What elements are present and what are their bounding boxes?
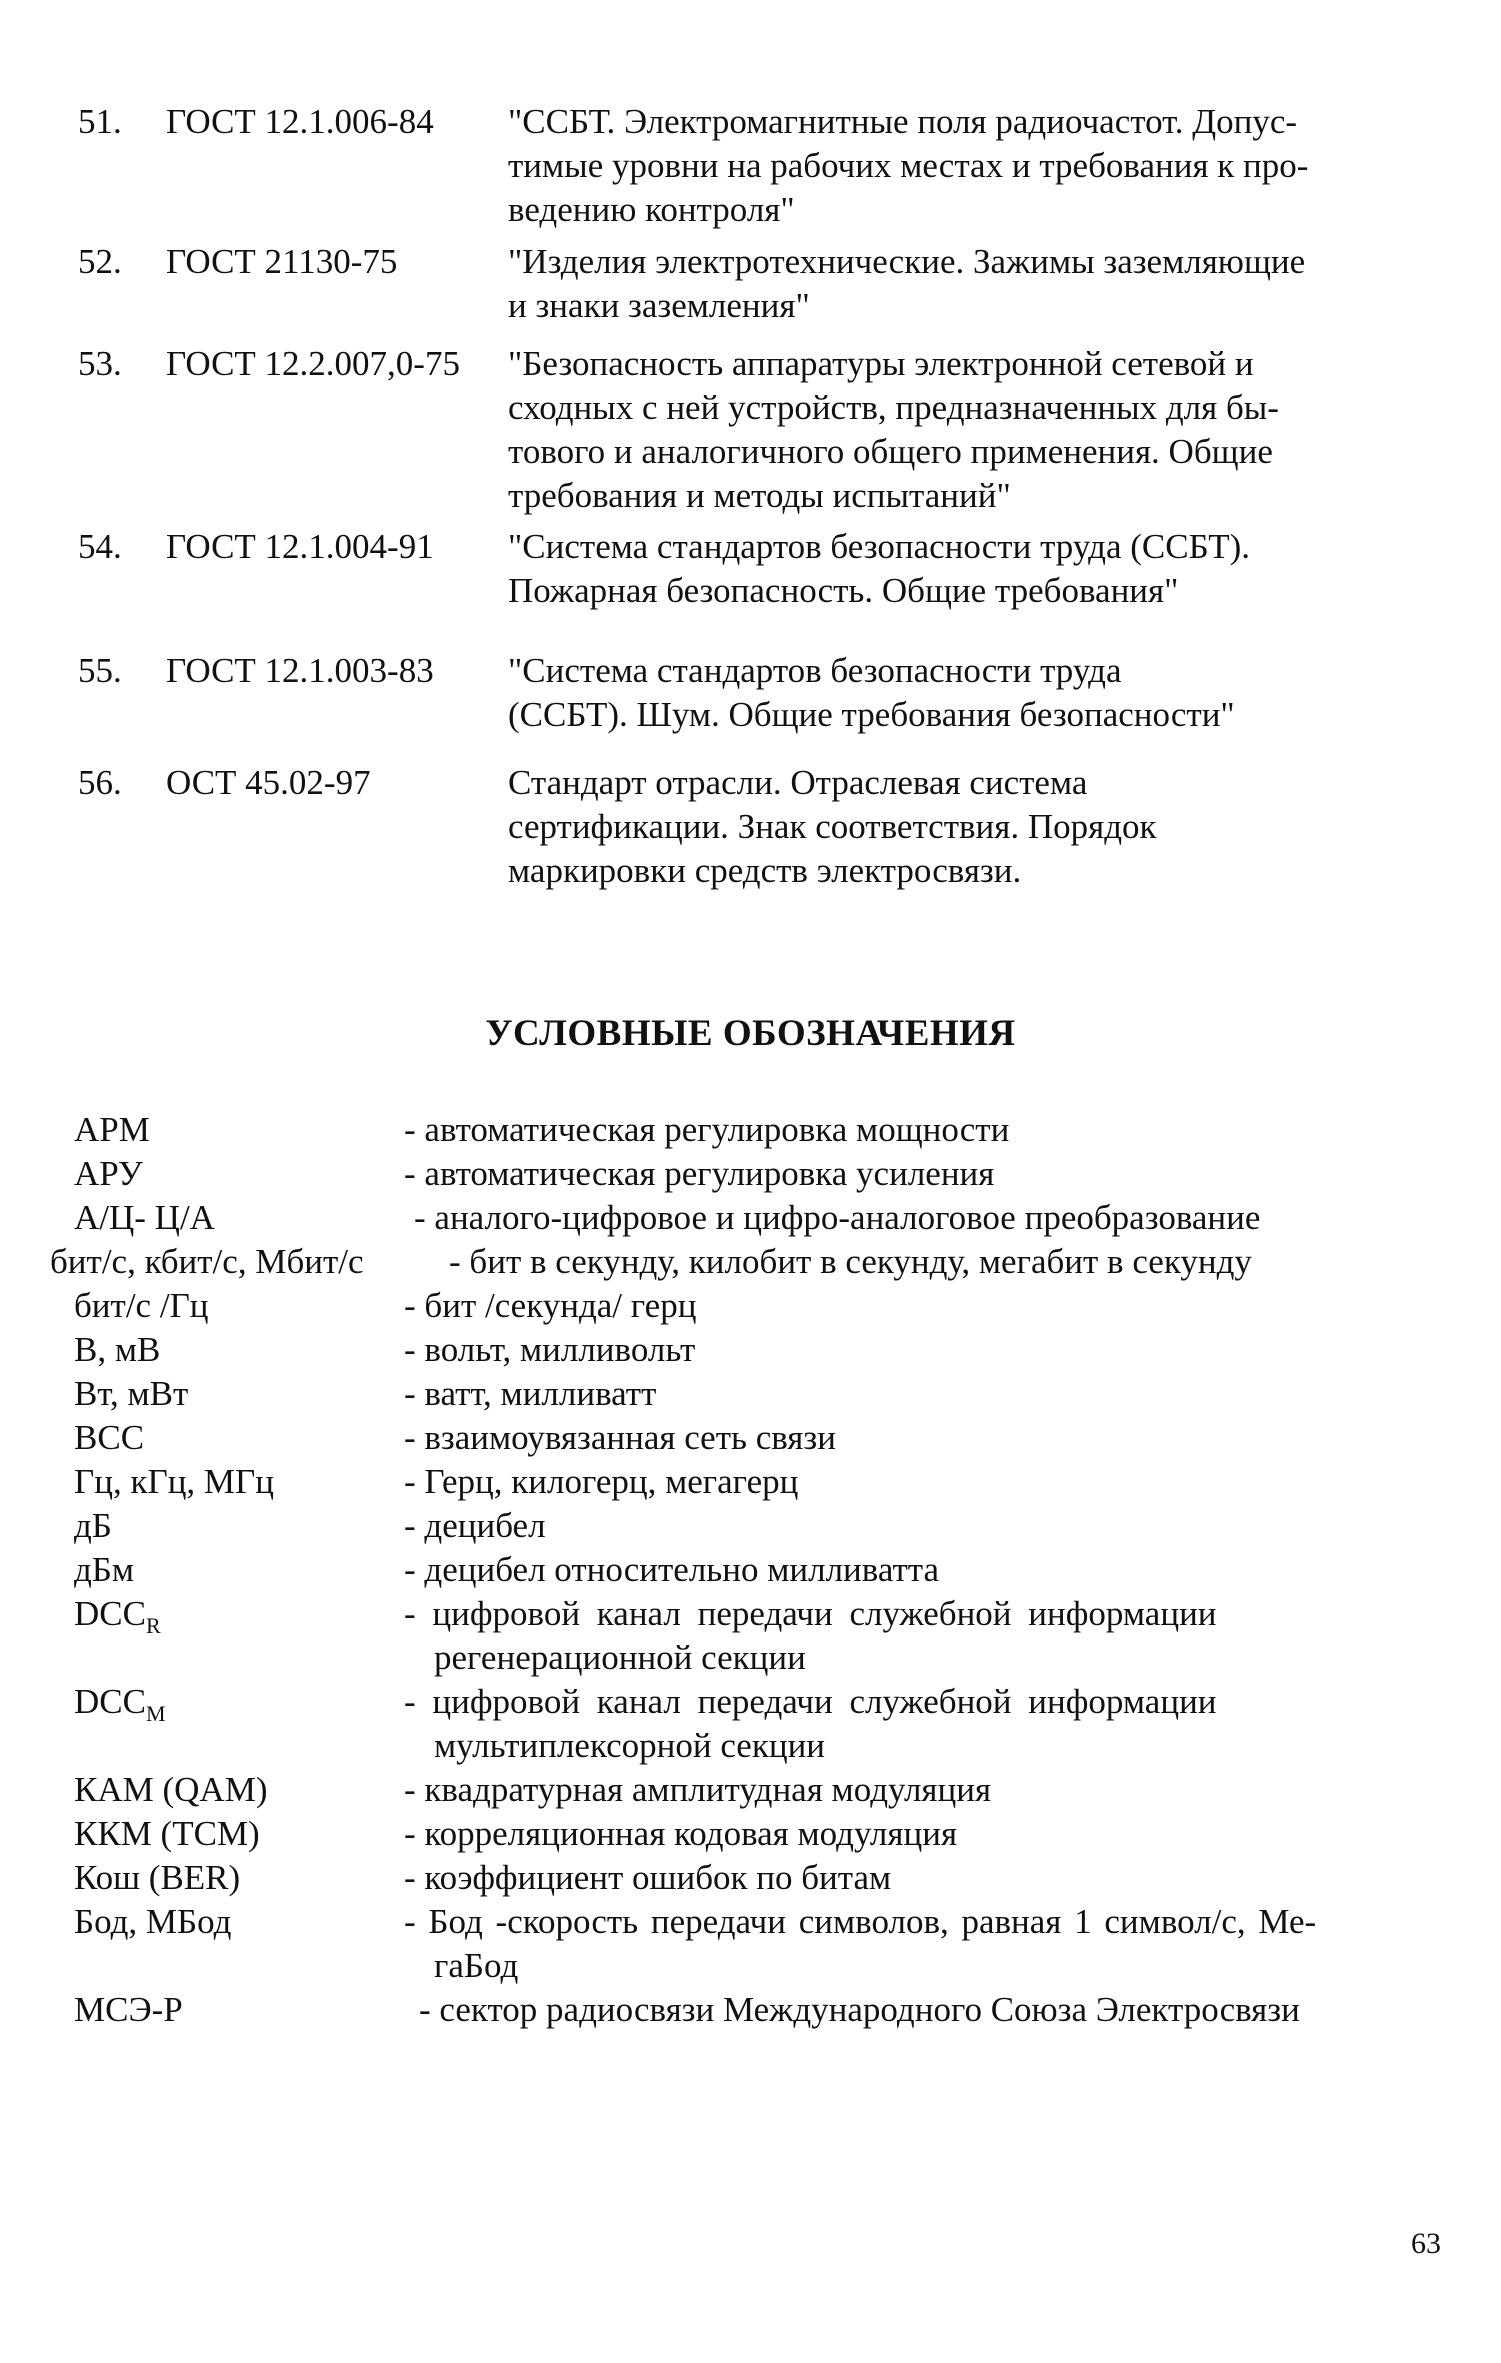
definition-line: гаБод xyxy=(434,1946,519,1985)
reference-code: ГОСТ 12.1.006-84 xyxy=(166,102,434,141)
abbreviation-term xyxy=(74,1592,161,1636)
abbreviation-item xyxy=(74,1504,1474,1548)
definition-line: - автоматическая регулировка усиления xyxy=(404,1154,995,1193)
definition-line: - сектор радиосвязи Международного Союза Электросвязи xyxy=(419,1990,1300,2029)
reference-line: Стандарт отрасли. Отраслевая система xyxy=(508,763,1088,802)
definition-line: мультиплексорной секции xyxy=(434,1726,826,1765)
reference-line: и знаки заземления" xyxy=(508,286,810,325)
reference-code: ГОСТ 12.2.007,0-75 xyxy=(166,344,460,383)
abbreviations-list xyxy=(50,1108,1474,2032)
reference-line: тового и аналогичного общего применения. Общие xyxy=(508,432,1273,471)
abbreviation-term xyxy=(74,1680,166,1724)
reference-item xyxy=(78,761,1438,901)
reference-line: "Система стандартов безопасности труда (ССБТ). xyxy=(508,527,1250,566)
reference-number: 55. xyxy=(78,651,122,690)
abbreviation-term: ВСС xyxy=(74,1418,145,1457)
abbreviation-definition xyxy=(404,1812,1474,1856)
abbreviation-term: бит/с, кбит/с, Мбит/с xyxy=(50,1242,364,1281)
term-subscript: M xyxy=(145,1701,166,1726)
abbreviation-item xyxy=(74,1900,1474,1988)
definition-line: - аналого-цифровое и цифро-аналоговое преобразование xyxy=(414,1198,1261,1237)
reference-line: "Система стандартов безопасности труда xyxy=(508,651,1122,690)
abbreviation-definition xyxy=(404,1680,1474,1768)
reference-line: тимые уровни на рабочих местах и требования к про- xyxy=(508,146,1309,185)
reference-number: 56. xyxy=(78,763,122,802)
definition-line: регенерационной секции xyxy=(434,1638,806,1677)
abbreviation-item xyxy=(74,1768,1474,1812)
reference-line: сертификации. Знак соответствия. Порядок xyxy=(508,807,1157,846)
abbreviation-definition xyxy=(404,1592,1474,1680)
reference-line: Пожарная безопасность. Общие требования" xyxy=(508,571,1179,610)
reference-line: "ССБТ. Электромагнитные поля радиочастот. Допус- xyxy=(508,102,1298,141)
reference-line: "Изделия электротехнические. Зажимы заземляющие xyxy=(508,242,1306,281)
abbreviation-definition xyxy=(404,1152,1474,1196)
reference-item xyxy=(78,100,1438,240)
abbreviation-term: Вт, мВт xyxy=(74,1374,189,1413)
abbreviation-item xyxy=(74,1372,1474,1416)
definition-line: - Бод -скорость передачи символов, равная 1 символ/с, Ме- xyxy=(404,1902,1317,1941)
reference-number: 51. xyxy=(78,102,122,141)
reference-item xyxy=(78,342,1438,525)
abbreviation-item xyxy=(74,1328,1474,1372)
reference-description xyxy=(508,100,1368,232)
abbreviation-item xyxy=(74,1548,1474,1592)
definition-line: - корреляционная кодовая модуляция xyxy=(404,1814,958,1853)
abbreviation-term: Бод, МБод xyxy=(74,1902,232,1941)
abbreviation-item xyxy=(74,1592,1474,1680)
abbreviation-item xyxy=(74,1988,1474,2032)
reference-description xyxy=(508,240,1368,328)
section-heading: УСЛОВНЫЕ ОБОЗНАЧЕНИЯ xyxy=(485,1013,1016,1054)
abbreviation-item xyxy=(74,1284,1474,1328)
term-subscript: R xyxy=(145,1613,161,1638)
abbreviation-term: АРМ xyxy=(74,1110,150,1149)
reference-line: маркировки средств электросвязи. xyxy=(508,851,1022,890)
abbreviation-definition xyxy=(404,1548,1474,1592)
term-main: DCC xyxy=(74,1594,146,1633)
definition-line: - вольт, милливольт xyxy=(404,1330,696,1369)
abbreviation-item xyxy=(74,1416,1474,1460)
reference-number: 52. xyxy=(78,242,122,281)
abbreviation-term: Кош (BER) xyxy=(74,1858,241,1897)
definition-line: - коэффициент ошибок по битам xyxy=(404,1858,892,1897)
definition-line: - Герц, килогерц, мегагерц xyxy=(404,1462,799,1501)
definition-line: - децибел xyxy=(404,1506,546,1545)
abbreviation-term: Гц, кГц, МГц xyxy=(74,1462,275,1501)
term-main: DCC xyxy=(74,1682,146,1721)
abbreviation-item xyxy=(74,1152,1474,1196)
abbreviation-term: бит/с /Гц xyxy=(74,1286,209,1325)
reference-number: 54. xyxy=(78,527,122,566)
references-list xyxy=(78,100,1438,901)
reference-line: сходных с ней устройств, предназначенных для бы- xyxy=(508,388,1279,427)
abbreviation-definition xyxy=(419,1988,1474,2032)
reference-number: 53. xyxy=(78,344,122,383)
abbreviation-definition xyxy=(404,1504,1474,1548)
reference-line: ведению контроля" xyxy=(508,190,795,229)
definition-line: - децибел относительно милливатта xyxy=(404,1550,940,1589)
abbreviation-term: КАМ (QAM) xyxy=(74,1770,268,1809)
reference-code: ОСТ 45.02-97 xyxy=(166,763,371,802)
abbreviation-definition xyxy=(404,1416,1474,1460)
abbreviation-item xyxy=(74,1680,1474,1768)
definition-line: - квадратурная амплитудная модуляция xyxy=(404,1770,992,1809)
abbreviation-item xyxy=(50,1240,1474,1284)
abbreviation-item xyxy=(74,1196,1474,1240)
reference-line: "Безопасность аппаратуры электронной сетевой и xyxy=(508,344,1254,383)
abbreviation-definition xyxy=(404,1460,1474,1504)
definition-line: - цифровой канал передачи служебной информации xyxy=(404,1682,1217,1721)
reference-item xyxy=(78,525,1438,649)
abbreviation-definition xyxy=(404,1900,1474,1988)
reference-description xyxy=(508,649,1368,737)
abbreviation-term: дБм xyxy=(74,1550,135,1589)
abbreviation-term: дБ xyxy=(74,1506,112,1545)
definition-line: - цифровой канал передачи служебной информации xyxy=(404,1594,1217,1633)
reference-description xyxy=(508,342,1368,518)
reference-item xyxy=(78,240,1438,342)
abbreviation-definition xyxy=(414,1196,1474,1240)
page-number: 63 xyxy=(1411,2227,1441,2260)
abbreviation-term: АРУ xyxy=(74,1154,143,1193)
abbreviation-term: МСЭ-Р xyxy=(74,1990,183,2029)
abbreviation-definition xyxy=(449,1240,1474,1284)
reference-code: ГОСТ 21130-75 xyxy=(166,242,398,281)
abbreviation-definition xyxy=(404,1372,1474,1416)
reference-description xyxy=(508,761,1368,893)
abbreviation-item xyxy=(74,1856,1474,1900)
definition-line: - бит в секунду, килобит в секунду, мегабит в секунду xyxy=(449,1242,1252,1281)
definition-line: - ватт, милливатт xyxy=(404,1374,657,1413)
abbreviation-definition xyxy=(404,1768,1474,1812)
abbreviation-definition xyxy=(404,1108,1474,1152)
reference-description xyxy=(508,525,1368,613)
definition-line: - автоматическая регулировка мощности xyxy=(404,1110,1010,1149)
abbreviation-term: В, мВ xyxy=(74,1330,161,1369)
reference-item xyxy=(78,649,1438,761)
abbreviation-item xyxy=(74,1812,1474,1856)
abbreviation-item xyxy=(74,1460,1474,1504)
reference-line: требования и методы испытаний" xyxy=(508,476,1011,515)
abbreviation-definition xyxy=(404,1328,1474,1372)
abbreviation-definition xyxy=(404,1856,1474,1900)
abbreviation-term: ККМ (ТСМ) xyxy=(74,1814,260,1853)
reference-code: ГОСТ 12.1.004-91 xyxy=(166,527,434,566)
reference-line: (ССБТ). Шум. Общие требования безопасности" xyxy=(508,695,1235,734)
definition-line: - взаимоувязанная сеть связи xyxy=(404,1418,836,1457)
reference-code: ГОСТ 12.1.003-83 xyxy=(166,651,434,690)
definition-line: - бит /секунда/ герц xyxy=(404,1286,697,1325)
abbreviation-item xyxy=(74,1108,1474,1152)
abbreviation-term: А/Ц- Ц/А xyxy=(74,1198,215,1237)
abbreviation-definition xyxy=(404,1284,1474,1328)
